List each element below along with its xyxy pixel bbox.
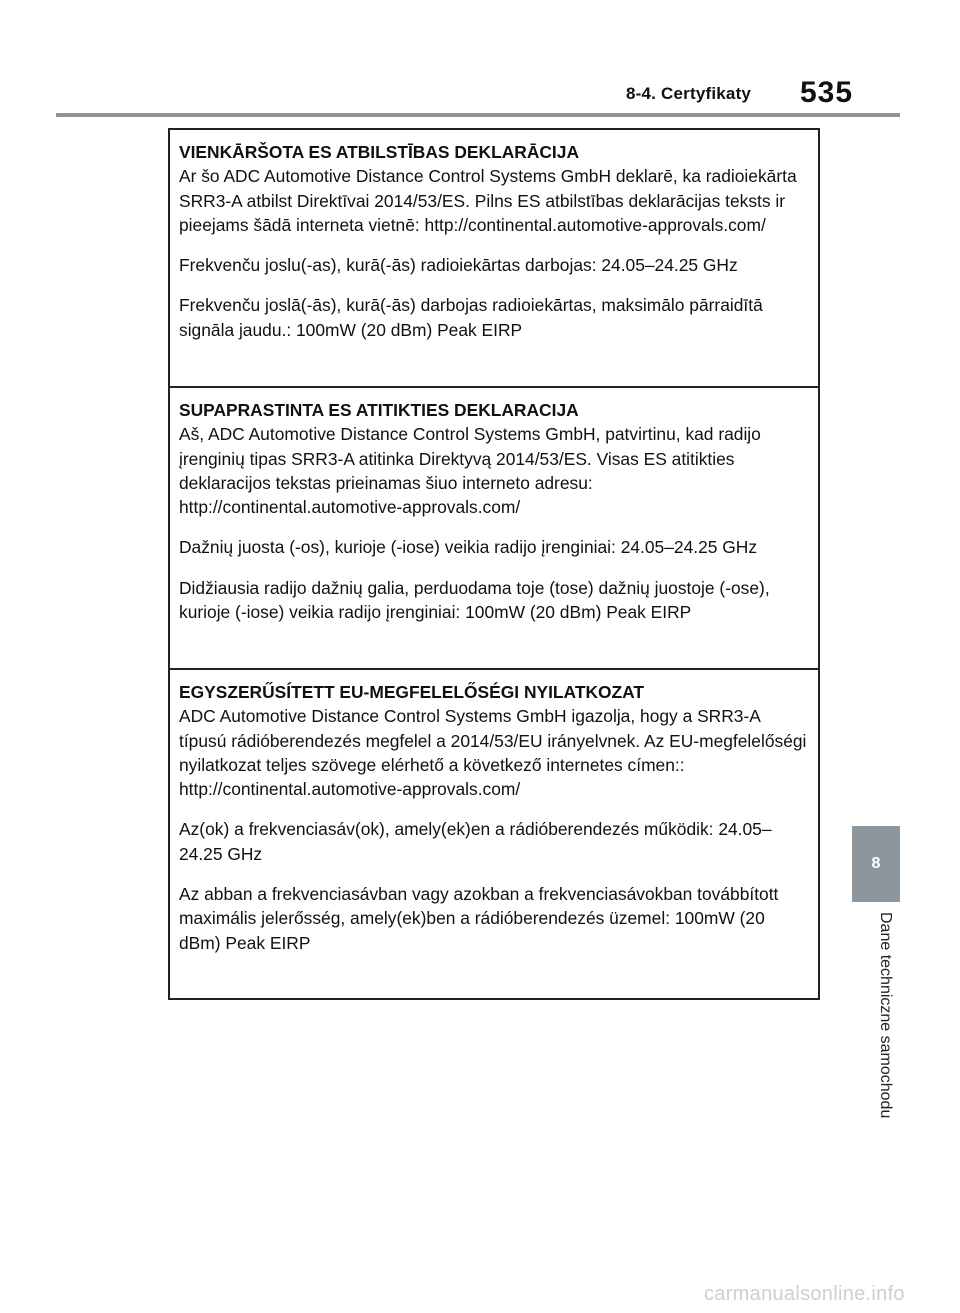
chapter-tab[interactable] — [852, 826, 900, 902]
header-divider — [56, 113, 900, 117]
declarations-table — [168, 128, 820, 1000]
declaration-paragraph: Az(ok) a frekvenciasáv(ok), amely(ek)en a rádióberendezés működik: 24.05–24.25 GHz — [179, 819, 772, 864]
declaration-paragraph: Frekvenču joslu(-as), kurā(-ās) radioiekārtas darbojas: 24.05–24.25 GHz — [179, 255, 738, 276]
declaration-lithuanian — [170, 388, 818, 670]
declaration-latvian — [170, 130, 818, 388]
section-title: 8-4. Certyfikaty — [626, 84, 752, 103]
declaration-paragraph: Didžiausia radijo dažnių galia, perduodama toje (tose) dažnių juostoje (-ose), kurioje (-iose) veikia radijo įrenginiai: 100mW (20 dBm) Peak EIRP — [179, 577, 770, 623]
watermark: carmanualsonline.info — [704, 1283, 905, 1305]
declaration-title: SUPAPRASTINTA ES ATITIKTIES DEKLARACIJA — [179, 400, 579, 420]
page-number: 535 — [800, 76, 854, 109]
declaration-paragraph: Ar šo ADC Automotive Distance Control Systems GmbH deklarē, ka radioiekārta SRR3-A atbilst Direktīvai 2014/53/ES. Pilns ES atbilstības deklarācijas teksts ir pieejams šādā interneta vietnē: http://continental.automotive-approvals.com/ — [179, 166, 797, 235]
declaration-paragraph: Frekvenču joslā(-ās), kurā(-ās) darbojas radioiekārtas, maksimālo pārraidītā signāla jaudu.: 100mW (20 dBm) Peak EIRP — [179, 295, 763, 340]
declaration-hungarian — [170, 670, 818, 998]
declaration-title: VIENKĀRŠOTA ES ATBILSTĪBAS DEKLARĀCIJA — [179, 142, 579, 162]
declaration-paragraph: Dažnių juosta (-os), kurioje (-iose) veikia radijo įrenginiai: 24.05–24.25 GHz — [179, 537, 758, 558]
declaration-paragraph: ADC Automotive Distance Control Systems GmbH igazolja, hogy a SRR3-A típusú rádióberendezés megfelel a 2014/53/EU irányelvnek. Az EU-megfelelőségi nyilatkozat teljes szövege elérhető a következő internetes címen:: http://continental.automotive-approvals.com/ — [179, 706, 807, 800]
chapter-number: 8 — [871, 855, 881, 872]
declaration-paragraph: Aš, ADC Automotive Distance Control Systems GmbH, patvirtinu, kad radijo įrenginių tipas SRR3-A atitinka Direktyvą 2014/53/ES. Visas ES atitikties deklaracijos tekstas prieinamas šiuo interneto adresu: http://continental.automotive-approvals.com/ — [179, 424, 761, 518]
declaration-paragraph: Az abban a frekvenciasávban vagy azokban a frekvenciasávokban továbbított maximális jelerősség, amely(ek)ben a rádióberendezés üzemel: 100mW (20 dBm) Peak EIRP — [179, 884, 779, 953]
declaration-title: EGYSZERŰSÍTETT EU-MEGFELELŐSÉGI NYILATKOZAT — [179, 682, 645, 702]
chapter-title: Dane techniczne samochodu — [877, 912, 894, 1119]
